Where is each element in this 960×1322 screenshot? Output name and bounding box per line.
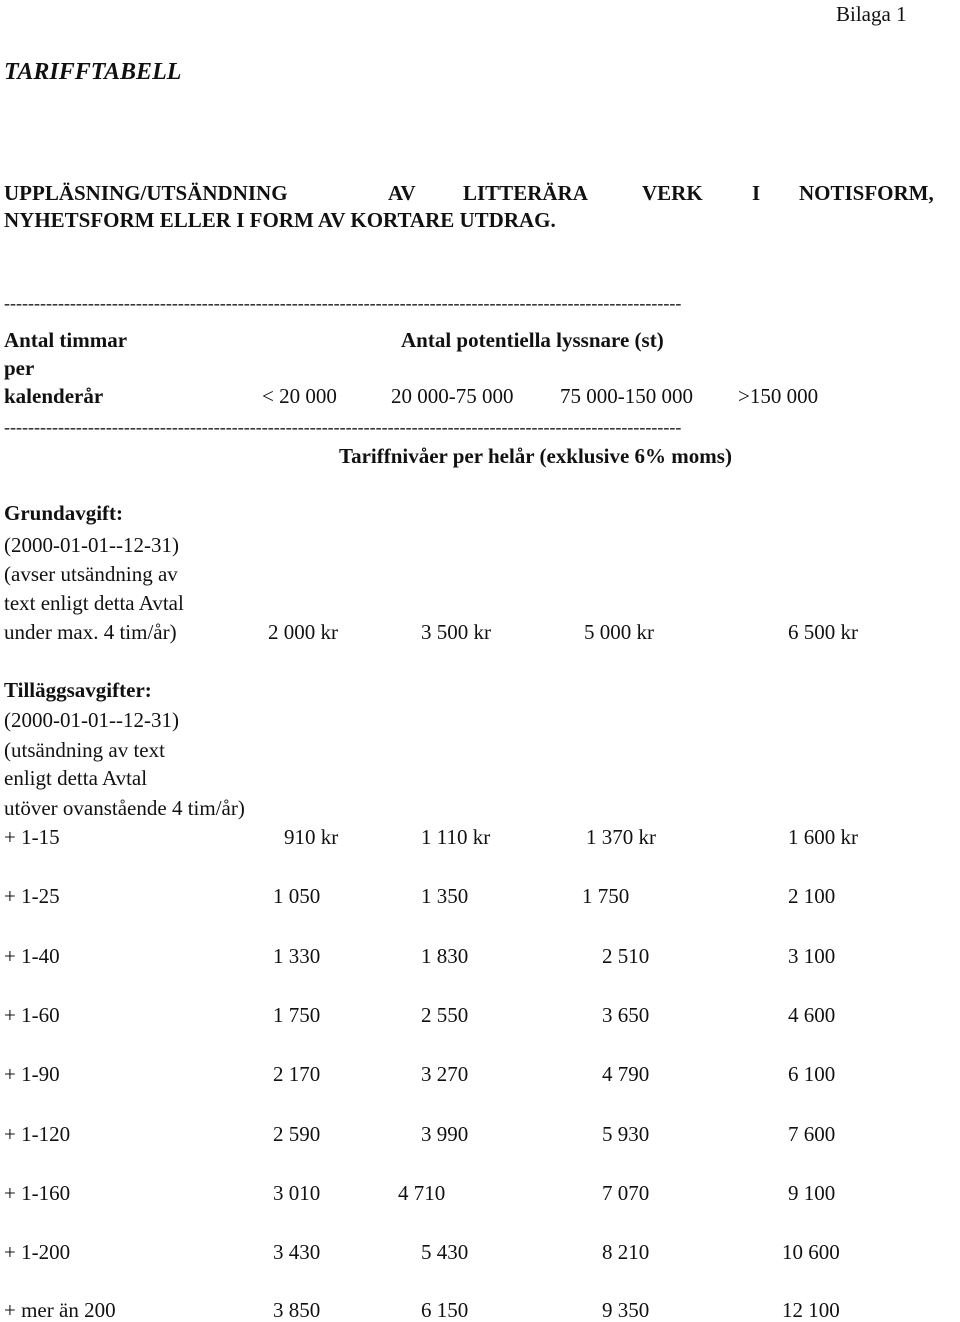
table-row [0,886,960,910]
base-fee-desc: under max. 4 tim/år) [4,620,177,644]
base-fee-title: Grundavgift: [4,501,124,525]
base-fee-value: 3 500 kr [421,620,491,644]
row-value: 3 850 [273,1298,321,1322]
row-value: 1 110 kr [421,825,491,849]
row-value: 910 kr [284,825,339,849]
row-value: 7 070 [602,1181,650,1205]
row-value: 4 710 [398,1181,446,1205]
table-row [0,827,960,851]
row-label: + mer än 200 [4,1298,116,1322]
subtitle-word: NOTISFORM, [799,181,934,205]
row-value: 1 050 [273,884,321,908]
row-value: 9 100 [788,1181,836,1205]
row-value: 2 550 [421,1003,469,1027]
base-fee-value: 2 000 kr [268,620,338,644]
row-value: 1 750 [273,1003,321,1027]
row-value: 1 830 [421,944,469,968]
row-value: 1 350 [421,884,469,908]
extra-fees-desc: (utsändning av text [4,738,165,762]
row-value: 2 100 [788,884,836,908]
subtitle-word: UPPLÄSNING/UTSÄNDNING [4,181,288,205]
base-fee-desc: text enligt detta Avtal [4,591,184,615]
extra-fees-desc: (2000-01-01--12-31) [4,708,179,732]
row-value: 6 100 [788,1062,836,1086]
table-row [0,1183,960,1207]
row-value: 1 330 [273,944,321,968]
table-row [0,1300,960,1322]
row-value: 3 990 [421,1122,469,1146]
table-row [0,1005,960,1029]
row-value: 3 010 [273,1181,321,1205]
column-header: >150 000 [738,384,819,408]
table-row [0,1242,960,1266]
row-value: 1 750 [582,884,630,908]
base-fee-value: 5 000 kr [584,620,654,644]
base-fee-desc: (2000-01-01--12-31) [4,533,179,557]
row-value: 3 100 [788,944,836,968]
row-value: 12 100 [782,1298,840,1322]
row-value: 4 600 [788,1003,836,1027]
row-label: + 1-25 [4,884,60,908]
extra-fees-desc: enligt detta Avtal [4,766,148,790]
separator-line: ----------------------------------------------------------------------------------------------------------------- [4,418,682,436]
extra-fees-title: Tilläggsavgifter: [4,678,152,702]
row-value: 9 350 [602,1298,650,1322]
row-value: 7 600 [788,1122,836,1146]
separator-line: ----------------------------------------------------------------------------------------------------------------- [4,294,682,312]
row-value: 2 590 [273,1122,321,1146]
subtitle-word: VERK [642,181,703,205]
column-header: 75 000-150 000 [560,384,693,408]
hours-label: Antal timmar [4,328,128,352]
extra-fees-desc: utöver ovanstående 4 tim/år) [4,796,245,820]
row-value: 5 930 [602,1122,650,1146]
subtitle-word: I [752,181,761,205]
page-title: TARIFFTABELL [4,59,182,85]
hours-label: kalenderår [4,384,104,408]
row-label: + 1-160 [4,1181,71,1205]
base-fee-value: 6 500 kr [788,620,858,644]
table-row [0,1124,960,1148]
hours-label: per [4,356,35,380]
subtitle-line2: NYHETSFORM ELLER I FORM AV KORTARE UTDRAG. [4,208,556,232]
column-header: 20 000-75 000 [391,384,514,408]
row-value: 3 430 [273,1240,321,1264]
listeners-label: Antal potentiella lyssnare (st) [401,328,664,352]
row-label: + 1-120 [4,1122,71,1146]
row-value: 3 650 [602,1003,650,1027]
table-row [0,1064,960,1088]
tariff-note: Tariffnivåer per helår (exklusive 6% moms) [339,444,732,468]
row-value: 3 270 [421,1062,469,1086]
row-value: 2 170 [273,1062,321,1086]
base-fee-desc: (avser utsändning av [4,562,178,586]
row-value: 1 600 kr [788,825,858,849]
row-value: 4 790 [602,1062,650,1086]
table-row [0,946,960,970]
subtitle-word: LITTERÄRA [463,181,588,205]
row-label: + 1-15 [4,825,60,849]
row-value: 10 600 [782,1240,840,1264]
row-value: 1 370 kr [586,825,656,849]
row-value: 8 210 [602,1240,650,1264]
row-label: + 1-90 [4,1062,60,1086]
appendix-label: Bilaga 1 [836,2,907,26]
subtitle-word: AV [388,181,416,205]
row-value: 2 510 [602,944,650,968]
row-value: 5 430 [421,1240,469,1264]
row-label: + 1-60 [4,1003,60,1027]
column-header: < 20 000 [262,384,337,408]
row-label: + 1-200 [4,1240,71,1264]
row-label: + 1-40 [4,944,60,968]
row-value: 6 150 [421,1298,469,1322]
